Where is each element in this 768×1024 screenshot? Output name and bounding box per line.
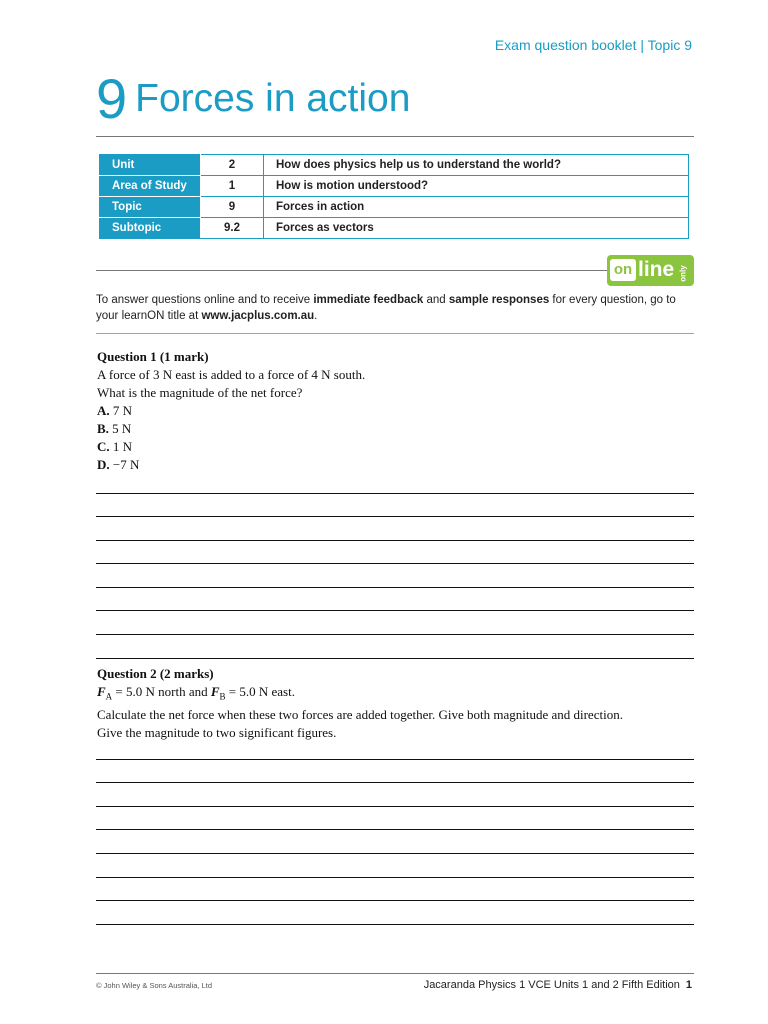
intro-part: To answer questions online and to receive <box>96 294 314 306</box>
force-b-subscript: B <box>219 691 226 702</box>
intro-part: . <box>314 310 318 322</box>
online-badge-line: line <box>638 258 675 281</box>
row-description: Forces in action <box>264 197 689 218</box>
force-a-symbol: F <box>97 684 106 699</box>
edition-text: Jacaranda Physics 1 VCE Units 1 and 2 Fifth Edition <box>423 979 680 991</box>
answer-line[interactable] <box>96 516 694 517</box>
question-2-line: Give the magnitude to two significant figures. <box>97 724 337 740</box>
info-table <box>99 154 689 239</box>
option-letter: A. <box>97 403 110 418</box>
answer-line[interactable] <box>96 634 694 635</box>
answer-line[interactable] <box>96 587 694 588</box>
intro-text <box>96 292 696 324</box>
table-divider <box>96 270 607 271</box>
row-description: How is motion understood? <box>264 176 689 197</box>
footer-divider <box>96 973 694 974</box>
answer-line[interactable] <box>96 806 694 807</box>
topic-title: Forces in action <box>135 77 411 120</box>
title-divider <box>96 136 694 137</box>
intro-part: and <box>423 294 449 306</box>
answer-line[interactable] <box>96 829 694 830</box>
row-label: Area of Study <box>100 176 201 197</box>
question-1-line: A force of 3 N east is added to a force of 4 N south. <box>97 367 366 382</box>
copyright: © John Wiley & Sons Australia, Ltd <box>96 981 212 990</box>
row-description: How does physics help us to understand the world? <box>264 155 689 176</box>
answer-line[interactable] <box>96 563 694 564</box>
intro-divider <box>96 333 694 334</box>
row-code: 2 <box>201 155 264 176</box>
row-code: 1 <box>201 176 264 197</box>
answer-line[interactable] <box>96 540 694 541</box>
table-row <box>100 155 689 176</box>
option-letter: C. <box>97 439 110 454</box>
option-text: −7 N <box>109 457 140 472</box>
intro-part: for every question, go to your learnON title at <box>96 294 676 322</box>
answer-line[interactable] <box>96 853 694 854</box>
answer-line[interactable] <box>96 658 694 659</box>
option-text: 7 N <box>109 403 133 418</box>
question-2-forces <box>97 683 697 706</box>
option-text: 5 N <box>108 421 132 436</box>
row-label: Subtopic <box>100 218 201 239</box>
question-2-line: Calculate the net force when these two forces are added together. Give both magnitude and direction. <box>97 706 623 722</box>
option-b <box>97 420 697 438</box>
question-1 <box>97 348 697 474</box>
option-d <box>97 456 697 474</box>
page-number: 1 <box>685 979 692 991</box>
row-label: Topic <box>100 197 201 218</box>
online-badge-only: only <box>678 265 688 282</box>
answer-line[interactable] <box>96 900 694 901</box>
table-row <box>100 218 689 239</box>
topic-number: 9 <box>96 67 128 130</box>
page-title <box>96 66 410 132</box>
answer-line[interactable] <box>96 493 694 494</box>
option-text: 1 N <box>109 439 133 454</box>
edition-label <box>424 979 692 991</box>
jacplus-link[interactable]: www.jacplus.com.au <box>201 310 315 322</box>
online-only-badge <box>607 255 694 286</box>
booklet-label: Exam question booklet | Topic 9 <box>494 37 692 53</box>
table-row <box>100 176 689 197</box>
answer-line[interactable] <box>96 924 694 925</box>
answer-line[interactable] <box>96 877 694 878</box>
option-a <box>97 402 697 420</box>
question-1-heading: Question 1 (1 mark) <box>97 349 209 364</box>
option-letter: D. <box>97 457 110 472</box>
question-2 <box>97 665 697 742</box>
force-a-subscript: A <box>105 691 113 702</box>
row-description: Forces as vectors <box>264 218 689 239</box>
option-letter: B. <box>97 421 109 436</box>
force-b-symbol: F <box>210 684 220 699</box>
answer-line[interactable] <box>96 610 694 611</box>
answer-line[interactable] <box>96 759 694 760</box>
intro-bold: sample responses <box>448 294 550 306</box>
row-label: Unit <box>100 155 201 176</box>
force-a-text: = 5.0 N north and <box>112 684 211 699</box>
row-code: 9.2 <box>201 218 264 239</box>
table-row <box>100 197 689 218</box>
intro-bold: immediate feedback <box>313 294 424 306</box>
answer-line[interactable] <box>96 782 694 783</box>
online-badge-on: on <box>610 259 636 281</box>
question-2-heading: Question 2 (2 marks) <box>97 666 214 681</box>
force-b-text: = 5.0 N east. <box>225 684 295 699</box>
option-c <box>97 438 697 456</box>
row-code: 9 <box>201 197 264 218</box>
question-1-line: What is the magnitude of the net force? <box>97 385 303 400</box>
